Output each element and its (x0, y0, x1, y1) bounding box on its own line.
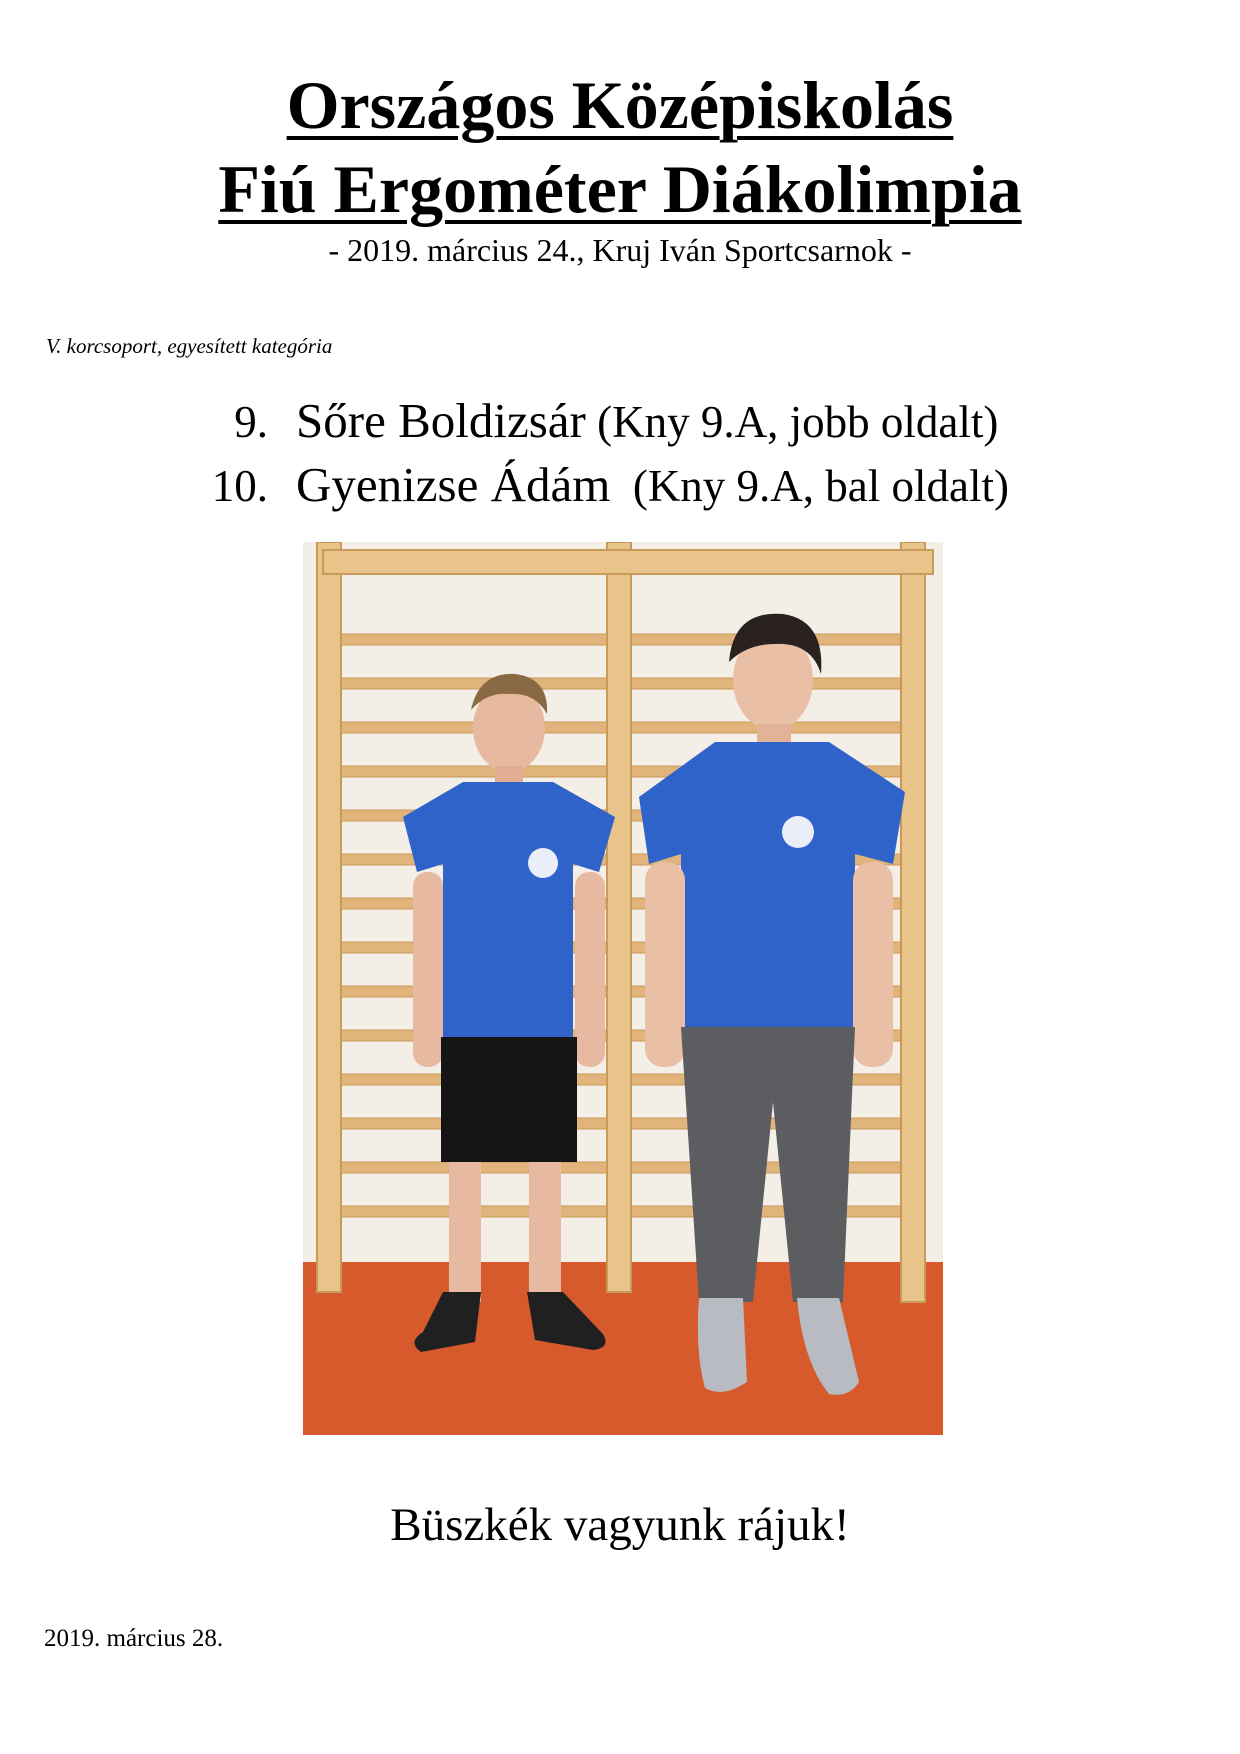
category-label: V. korcsoport, egyesített kategória (46, 334, 333, 358)
result-row-2 (178, 456, 1009, 513)
subtitle: - 2019. március 24., Kruj Iván Sportcsarnok - (328, 232, 912, 268)
result-name: Gyenizse Ádám (296, 457, 611, 512)
result-row-1 (178, 392, 998, 449)
footer-date: 2019. március 28. (44, 1625, 224, 1652)
result-name: Sőre Boldizsár (296, 393, 586, 448)
result-detail: (Kny 9.A, jobb oldalt) (597, 397, 999, 447)
team-photo (303, 542, 943, 1435)
title-line-1: Országos Középiskolás (286, 67, 954, 143)
result-detail: (Kny 9.A, bal oldalt) (632, 461, 1009, 511)
slogan: Büszkék vagyunk rájuk! (390, 1499, 850, 1551)
result-rank: 9. (234, 397, 268, 447)
title-line-2: Fiú Ergométer Diákolimpia (218, 151, 1022, 227)
result-rank: 10. (211, 461, 268, 511)
